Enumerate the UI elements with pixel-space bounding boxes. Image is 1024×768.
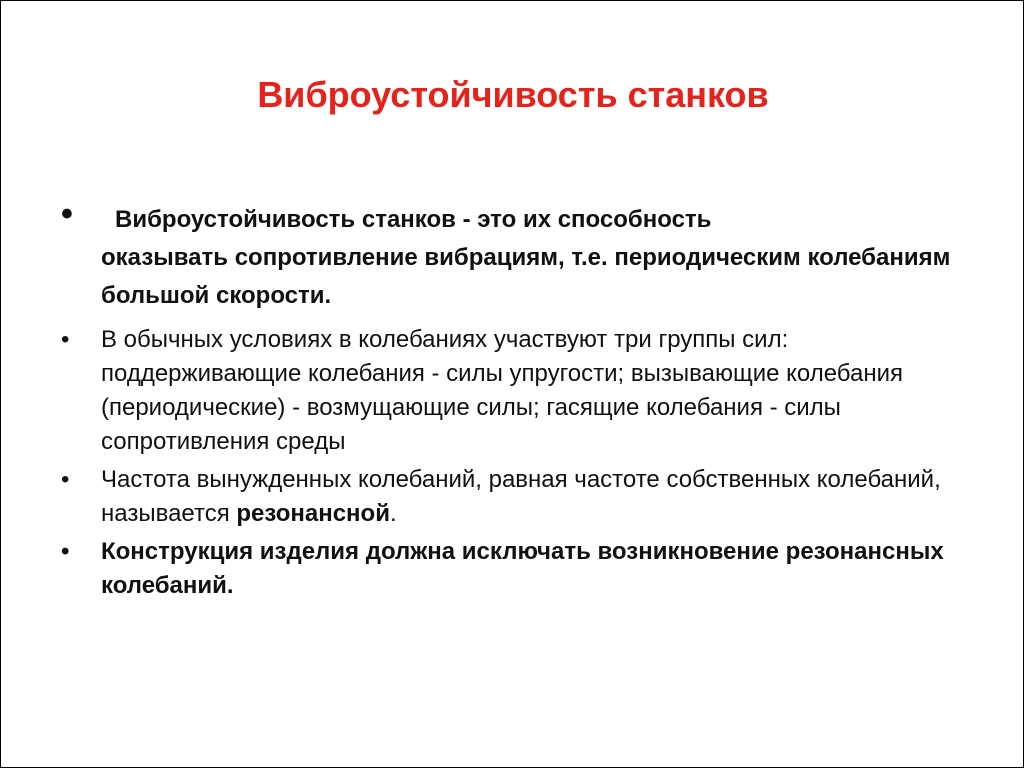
bullet-text-end: . bbox=[389, 500, 397, 527]
bullet-item-resonance bbox=[61, 463, 961, 531]
bullet-text: Частота вынужденных колебаний, равная частоте собственных колебаний, называется bbox=[101, 466, 941, 527]
bullet-list bbox=[61, 195, 961, 607]
bullet-text: В обычных условиях в колебаниях участвуют три группы сил: поддерживающие колебания - силы упругости; вызывающие колебания (периодические) - возмущающие силы; гасящие колебания - силы сопротивления среды bbox=[101, 326, 904, 455]
bullet-icon: • bbox=[61, 326, 70, 353]
bullet-icon: • bbox=[61, 195, 73, 233]
bullet-item-definition bbox=[61, 195, 961, 315]
bullet-bold-term: резонансной bbox=[236, 500, 390, 527]
slide-title: Виброустойчивость станков bbox=[257, 74, 769, 115]
bullet-lead-text: Виброустойчивость станков - это их способность bbox=[115, 206, 712, 233]
bullet-item-design bbox=[61, 535, 961, 603]
bullet-icon: • bbox=[61, 538, 70, 565]
bullet-rest-text: оказывать сопротивление вибрациям, т.е. периодическим колебаниям большой скорости. bbox=[101, 244, 951, 309]
bullet-icon: • bbox=[61, 466, 70, 493]
bullet-item-forces bbox=[61, 323, 961, 459]
bullet-text: Конструкция изделия должна исключать возникновение резонансных колебаний. bbox=[101, 538, 944, 599]
